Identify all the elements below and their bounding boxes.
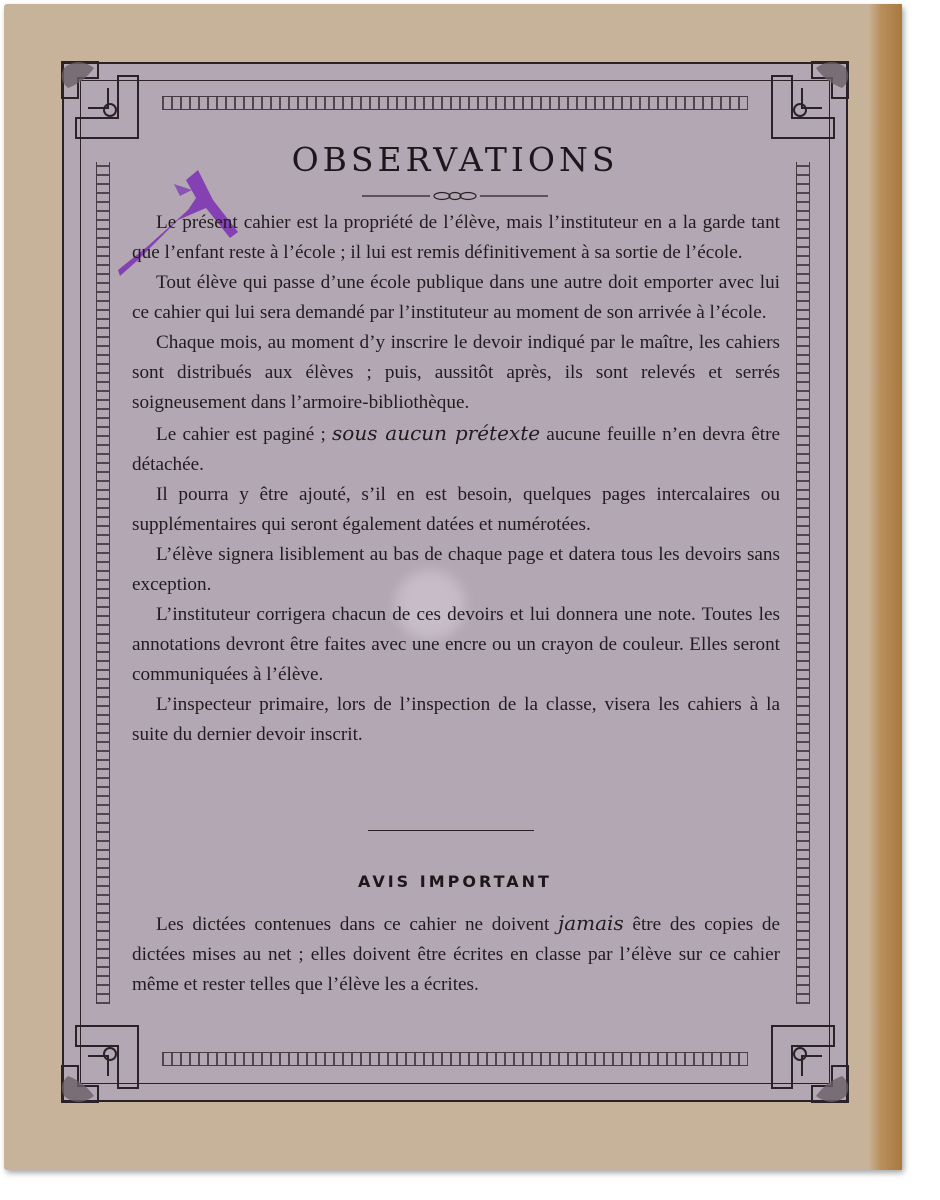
paragraph-paginated <box>132 418 780 480</box>
corner-ornament-top-left-icon <box>58 58 148 148</box>
bottom-scroll-border <box>162 1052 748 1066</box>
paginated-text-before: Le cahier est paginé ; <box>156 424 333 445</box>
notice-body <box>132 908 780 1000</box>
worn-edge <box>868 4 902 1170</box>
paragraph-transfer: Tout élève qui passe d’une école publique dans une autre doit emporter avec lui ce cahier qui lui sera demandé par l’instituteur au moment de son arrivée à l’école. <box>132 272 780 323</box>
observations-body <box>132 208 780 750</box>
notice-emphasis: jamais <box>558 911 624 935</box>
paragraph-correction: L’instituteur corrigera chacun de ces devoirs et lui donnera une note. Toutes les annotations devront être faites avec une encre ou un crayon de couleur. Elles seront communiquées à l’élève. <box>132 604 780 685</box>
notice-title: AVIS IMPORTANT <box>358 872 552 891</box>
left-scroll-border <box>96 162 110 1004</box>
page-title: OBSERVATIONS <box>291 140 619 179</box>
top-scroll-border <box>162 96 748 110</box>
notice-text-before: Les dictées contenues dans ce cahier ne doivent <box>156 914 559 935</box>
title-flourish-icon <box>362 190 548 202</box>
notice-text-after: être des copies de dictées mises au net ; elles doivent être écrites en classe par l’élève sur ce cahier même et rester telles que l’élève les a écrites. <box>132 914 780 995</box>
corner-ornament-bottom-left-icon <box>58 1016 148 1106</box>
notice-paragraph <box>132 908 780 1000</box>
paragraph-extra-pages: Il pourra y être ajouté, s’il en est besoin, quelques pages intercalaires ou supplémentaires qui seront également datées et numérotées. <box>132 484 780 535</box>
section-divider <box>368 830 534 831</box>
corner-ornament-bottom-right-icon <box>762 1016 852 1106</box>
paginated-text-after: aucune feuille n’en devra être détachée. <box>132 424 781 475</box>
paragraph-inspection: L’inspecteur primaire, lors de l’inspection de la classe, visera les cahiers à la suite du dernier devoir inscrit. <box>132 694 780 745</box>
paragraph-signature: L’élève signera lisiblement au bas de chaque page et datera tous les devoirs sans exception. <box>132 544 780 595</box>
paragraph-ownership: Le présent cahier est la propriété de l’élève, mais l’instituteur en a la garde tant que l’enfant reste à l’école ; il lui est remis définitivement à sa sortie de l’école. <box>132 212 780 263</box>
corner-ornament-top-right-icon <box>762 58 852 148</box>
paginated-emphasis: sous aucun prétexte <box>332 421 541 445</box>
paragraph-monthly: Chaque mois, au moment d’y inscrire le devoir indiqué par le maître, les cahiers sont distribués aux élèves ; puis, aussitôt après, ils sont relevés et serrés soigneusement dans l’armoire-bibliothèque. <box>132 332 780 413</box>
right-scroll-border <box>796 162 810 1004</box>
